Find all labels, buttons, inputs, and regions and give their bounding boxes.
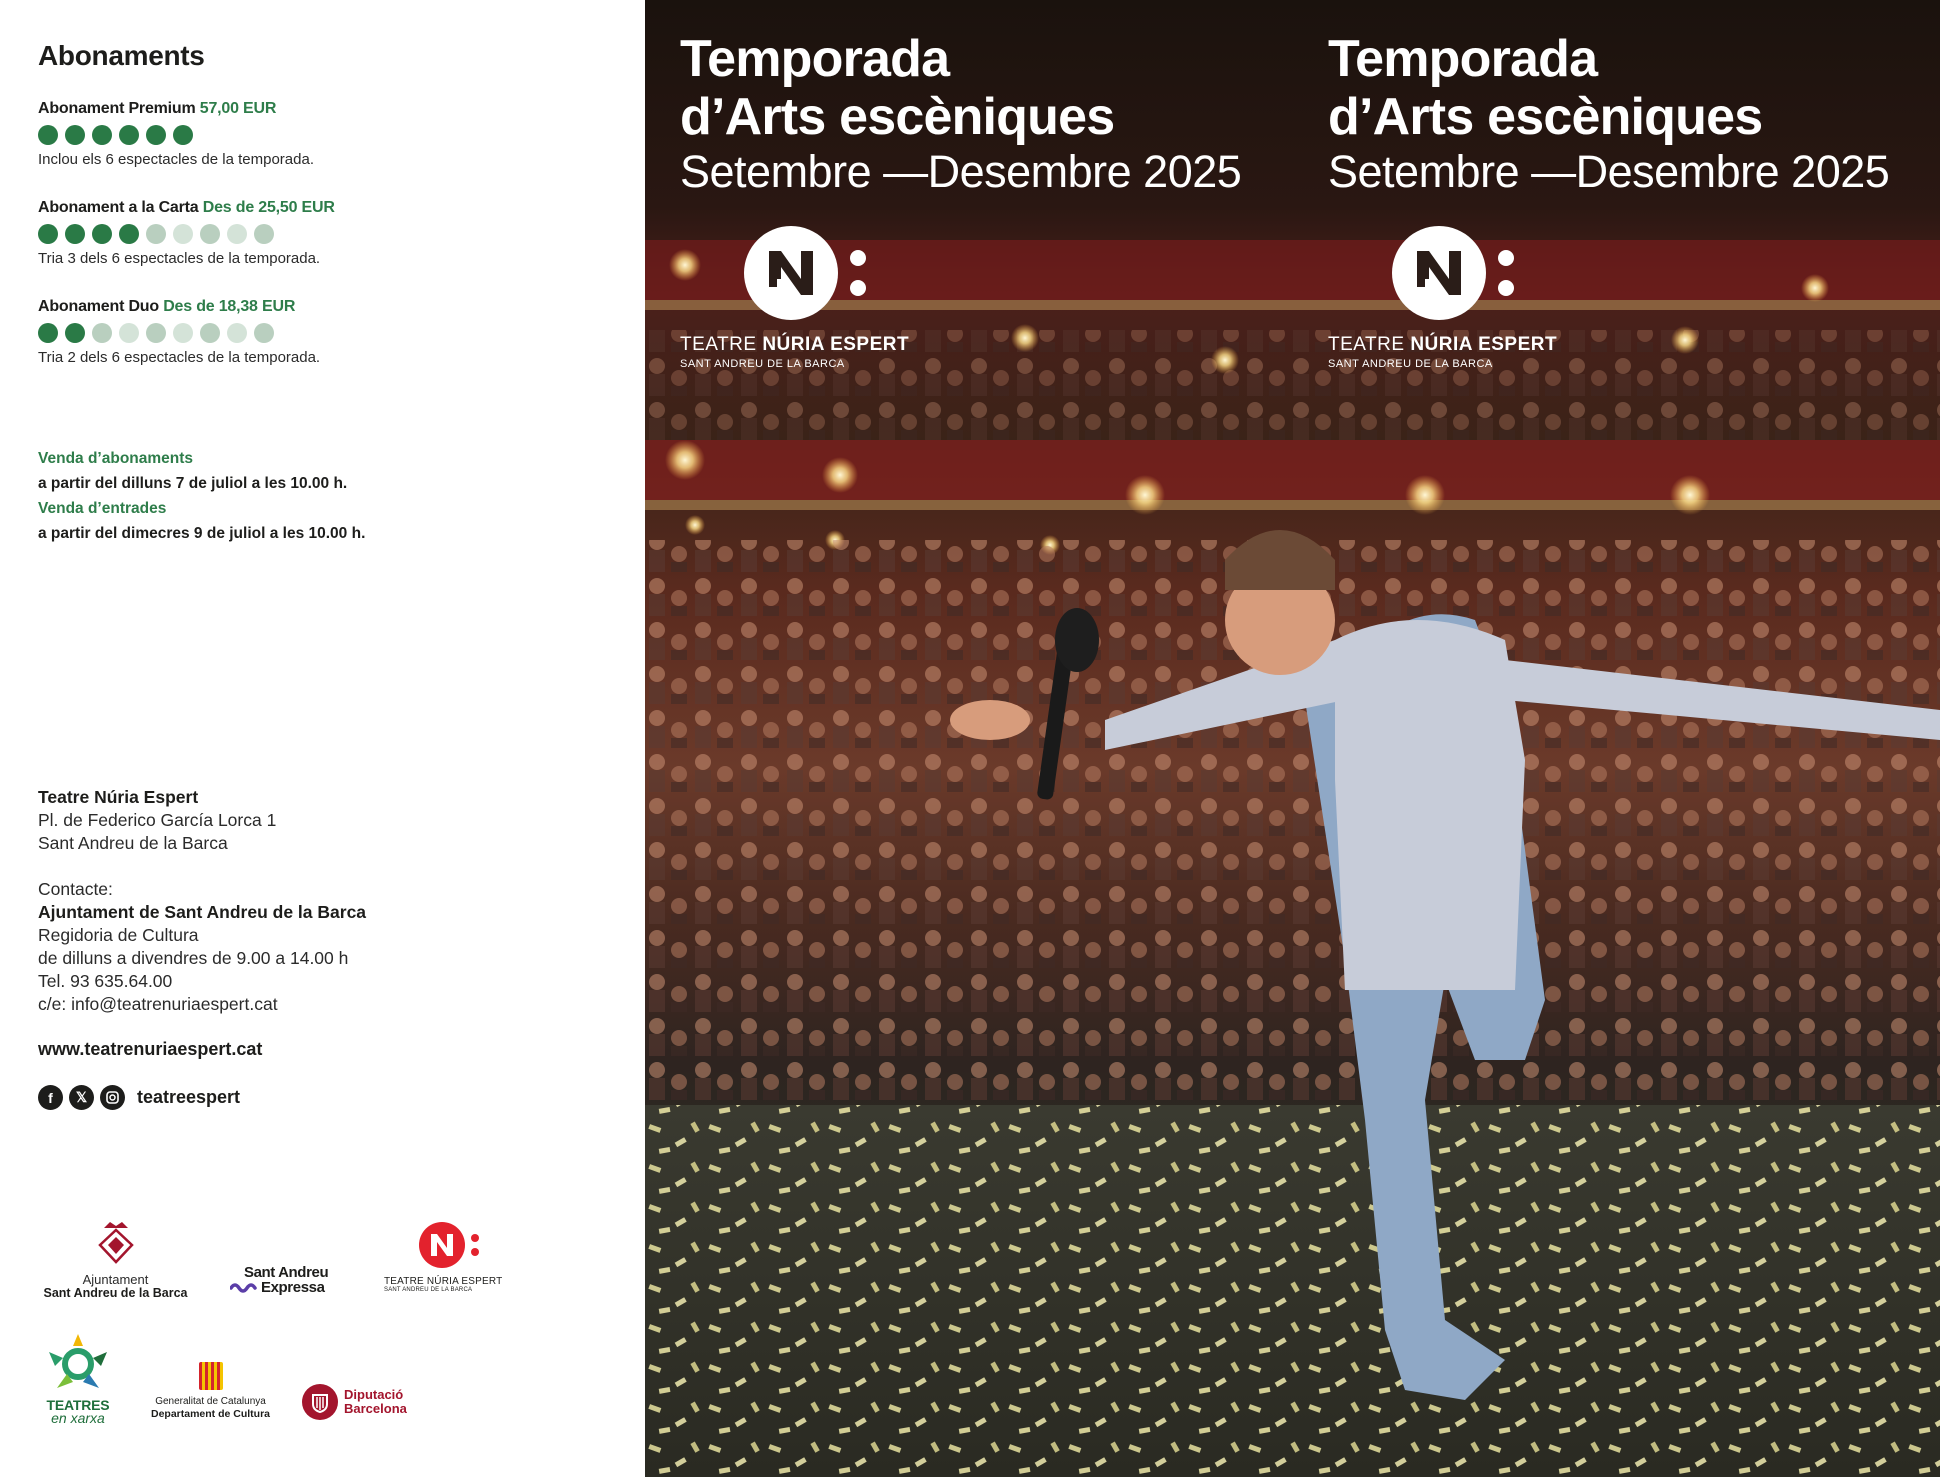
sales-info (38, 446, 365, 546)
hero-line2: d’Arts escèniques (680, 88, 1115, 146)
dot-filled (119, 224, 139, 244)
dot-empty (119, 323, 139, 343)
contact-org: Ajuntament de Sant Andreu de la Barca (38, 902, 367, 922)
dot-empty (227, 323, 247, 343)
plan-description: Inclou els 6 espectacles de la temporada. (38, 151, 314, 168)
hero-line1: Temporada (680, 30, 950, 88)
hero-dates: Setembre —Desembre 2025 (1328, 146, 1890, 197)
contact-phone: Tel. 93 635.64.00 (38, 971, 173, 991)
plan-name: Abonament Premium (38, 100, 196, 117)
dot-empty (173, 323, 193, 343)
plan-price: Des de 18,38 EUR (163, 298, 296, 315)
diputacio-logo (302, 1384, 407, 1420)
plan-dots (38, 224, 335, 244)
logo-text: Ajuntament (82, 1272, 149, 1287)
venue-address: Pl. de Federico García Lorca 1 (38, 810, 277, 830)
logo-text: Barcelona (344, 1401, 407, 1416)
dot-empty (173, 224, 193, 244)
plan-dots (38, 125, 314, 145)
logo-text: Diputació (344, 1387, 404, 1402)
logo-text: SANT ANDREU DE LA BARCA (384, 1287, 473, 1293)
teatre-n-icon (744, 226, 838, 320)
tickets-sale-label: Venda d’entrades (38, 500, 167, 517)
contact-email: c/e: info@teatrenuriaespert.cat (38, 994, 278, 1014)
cover-photo (645, 0, 1940, 1477)
plan-price: Des de 25,50 EUR (202, 199, 335, 216)
subscriptions-sale-label: Venda d’abonaments (38, 450, 194, 467)
teatre-logo-right (1328, 226, 1557, 370)
plan-name: Abonament Duo (38, 298, 159, 315)
theatre-audience-image (645, 0, 1940, 1477)
logo-text: Generalitat de Catalunya (155, 1396, 266, 1407)
dot-empty (146, 224, 166, 244)
dot-empty (254, 323, 274, 343)
brand-prefix: TEATRE (1328, 334, 1411, 355)
teatres-en-xarxa-logo (38, 1330, 118, 1425)
contact-label: Contacte: (38, 879, 113, 899)
hero-dates: Setembre —Desembre 2025 (680, 146, 1242, 197)
brand-prefix: TEATRE (680, 334, 763, 355)
dot-empty (227, 224, 247, 244)
dot-filled (92, 224, 112, 244)
teatre-n-icon (419, 1222, 465, 1268)
dot-filled (38, 125, 58, 145)
venue-info (38, 786, 366, 1016)
teatre-logo-left (680, 226, 909, 370)
website-link[interactable]: www.teatrenuriaespert.cat (38, 1039, 263, 1059)
instagram-icon[interactable] (100, 1085, 125, 1110)
dot-filled (65, 323, 85, 343)
logo-text: Sant Andreu (244, 1264, 329, 1281)
logo-text: en xarxa (51, 1410, 105, 1426)
logo-text: Sant Andreu de la Barca (43, 1286, 188, 1300)
dot-empty (92, 323, 112, 343)
info-panel (0, 0, 645, 1477)
dot-filled (119, 125, 139, 145)
plan-description: Tria 2 dels 6 espectacles de la temporada. (38, 349, 321, 366)
subscriptions-title: Abonaments (38, 40, 205, 71)
teatre-n-icon (1392, 226, 1486, 320)
dot-filled (173, 125, 193, 145)
tickets-sale-date: a partir del dimecres 9 de juliol a les 10.00 h. (38, 525, 366, 542)
senyera-icon (199, 1362, 223, 1390)
contact-hours: de dilluns a divendres de 9.00 a 14.00 h (38, 948, 349, 968)
seal-icon (302, 1384, 338, 1420)
facebook-icon[interactable]: f (38, 1085, 63, 1110)
dot-empty (200, 224, 220, 244)
crest-icon (96, 1218, 136, 1264)
brand-name: NÚRIA ESPERT (762, 334, 910, 355)
dot-empty (146, 323, 166, 343)
hero-line1: Temporada (1328, 30, 1598, 88)
plan-premium (38, 100, 314, 168)
logo-text: Expressa (261, 1279, 325, 1296)
logo-text: TEATRE NÚRIA ESPERT (384, 1276, 503, 1287)
generalitat-logo (143, 1362, 278, 1420)
dot-filled (65, 125, 85, 145)
dot-filled (92, 125, 112, 145)
dot-filled (38, 224, 58, 244)
hero-line2: d’Arts escèniques (1328, 88, 1763, 146)
logo-text: TEATRES (46, 1397, 110, 1413)
plan-carta (38, 199, 335, 267)
dot-filled (146, 125, 166, 145)
plan-description: Tria 3 dels 6 espectacles de la temporada. (38, 250, 321, 267)
network-icon (43, 1330, 113, 1394)
subscriptions-sale-date: a partir del dilluns 7 de juliol a les 10.00 h. (38, 475, 348, 492)
plan-name: Abonament a la Carta (38, 199, 199, 216)
venue-name: Teatre Núria Espert (38, 787, 199, 807)
hero-title-left (680, 30, 1241, 198)
dot-filled (65, 224, 85, 244)
venue-town: Sant Andreu de la Barca (38, 833, 228, 853)
dot-empty (254, 224, 274, 244)
hero-title-right (1328, 30, 1889, 198)
ajuntament-logo (38, 1218, 193, 1300)
x-icon[interactable]: 𝕏 (69, 1085, 94, 1110)
expressa-logo (230, 1265, 328, 1295)
dot-empty (200, 323, 220, 343)
plan-duo (38, 298, 320, 366)
social-links (38, 1085, 240, 1110)
dot-filled (38, 323, 58, 343)
brand-name: NÚRIA ESPERT (1410, 334, 1558, 355)
logo-text: Departament de Cultura (150, 1408, 271, 1420)
brand-sub: SANT ANDREU DE LA BARCA (680, 358, 845, 370)
plan-dots (38, 323, 320, 343)
contact-department: Regidoria de Cultura (38, 925, 199, 945)
wave-icon (230, 1281, 258, 1295)
social-handle[interactable]: teatreespert (137, 1087, 241, 1107)
brand-sub: SANT ANDREU DE LA BARCA (1328, 358, 1493, 370)
plan-price: 57,00 EUR (199, 100, 277, 117)
teatre-logo-small (384, 1222, 514, 1293)
